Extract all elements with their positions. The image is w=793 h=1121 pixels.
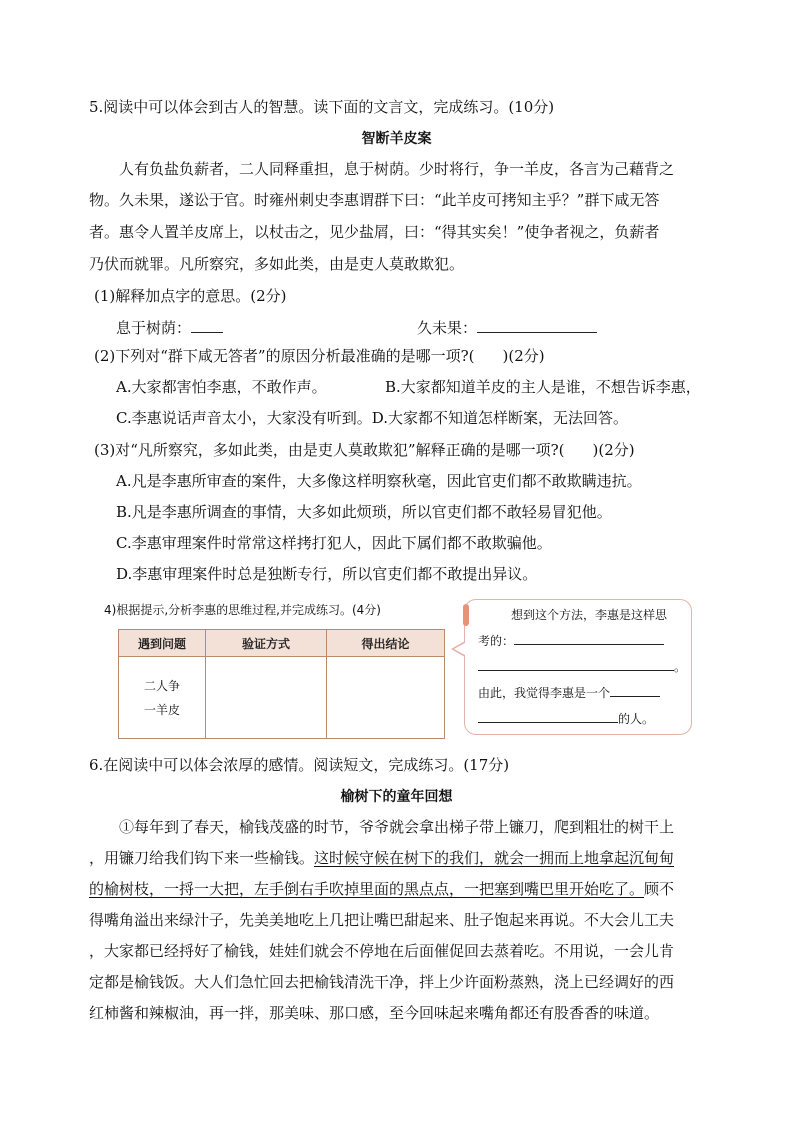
q5-sub2-opt-a: A.大家都害怕李惠，不敢作声。 [116, 378, 327, 396]
answer-blank[interactable] [610, 684, 660, 697]
q5-para-line-2: 物。久未果，遂讼于官。时雍州刺史李惠谓群下曰：“此羊皮可拷知主乎？”群下咸无答 [89, 191, 660, 209]
table-cell-problem-line-2: 一羊皮 [143, 702, 180, 717]
q5-sub1-stem: (1)解释加点字的意思。(2分) [94, 287, 287, 305]
q6-line-1: ①每年到了春天，榆钱茂盛的时节，爷爷就会拿出梯子带上镰刀，爬到粗壮的树干上 [119, 818, 675, 836]
q6-line-2a: ，用镰刀给我们钩下来一些榆钱。 [89, 849, 315, 867]
q6-line-5: ，大家都已经捋好了榆钱，娃娃们就会不停地在后面催促回去蒸着吃。不用说，一会儿肯 [89, 942, 675, 960]
bubble-line-4-label: 由此，我觉得李惠是一个 [478, 686, 611, 700]
q6-line-3 [89, 879, 674, 899]
table-header-problem: 遇到问题 [119, 630, 206, 657]
thinking-table [118, 629, 445, 739]
bubble-line-3-end: 。 [674, 660, 687, 674]
table-cell-problem-line-1: 二人争 [143, 678, 180, 693]
q5-sub2-opt-b: B.大家都知道羊皮的主人是谁，不想告诉李惠， [385, 378, 701, 396]
q6-line-7: 红柿酱和辣椒油，再一拌，那美味、那口感，至今回味起来嘴角都还有股香香的味道。 [89, 1004, 660, 1022]
q5-sub3-opt-a: A.凡是李惠所审查的案件，大多像这样明察秋毫，因此官吏们都不敢欺瞒违抗。 [116, 472, 642, 490]
answer-blank[interactable] [478, 658, 674, 671]
q5-sub2-stem [94, 346, 545, 366]
q5-sub1-item-b-label: 久未果： [417, 319, 478, 337]
table-header-method: 验证方式 [206, 630, 327, 657]
q5-para-line-3: 者。惠令人置羊皮席上，以杖击之，见少盐屑，曰：“得其实矣！”使争者视之，负薪者 [89, 223, 660, 241]
q5-title: 智断羊皮案 [361, 131, 432, 147]
q6-line-4: 得嘴角溢出来绿汁子，先美美地吃上几把让嘴巴甜起来、肚子饱起来再说。不大会儿工夫 [89, 911, 675, 929]
table-cell-problem [119, 657, 206, 739]
bubble-line-3 [478, 658, 686, 675]
answer-blank[interactable] [477, 317, 597, 333]
bubble-line-1: 想到这个方法，李惠是这样思 [511, 608, 668, 622]
q5-sub2-stem-a: (2)下列对“群下咸无答者”的原因分析最准确的是哪一项?( [94, 347, 475, 365]
table-cell-conclusion-answer[interactable] [327, 657, 445, 739]
q5-sub1-item-a [116, 317, 223, 338]
speech-bubble-accent [463, 604, 469, 626]
table-header-conclusion: 得出结论 [327, 630, 445, 657]
q5-para-line-1: 人有负盐负薪者，二人同释重担，息于树荫。少时将行，争一羊皮，各言为己藉背之 [119, 160, 675, 178]
q5-sub1-item-b [417, 317, 597, 338]
answer-blank[interactable] [191, 317, 223, 333]
q6-line-6: 定都是榆钱饭。大人们急忙回去把榆钱清洗干净，拌上少许面粉蒸熟，浇上已经调好的西 [89, 973, 675, 991]
q5-sub3-opt-b: B.凡是李惠所调查的事情，大多如此烦琐，所以官吏们都不敢轻易冒犯他。 [116, 503, 612, 521]
q6-line-3b: 顾不 [644, 880, 675, 898]
q6-title: 榆树下的童年回想 [340, 789, 453, 805]
q6-heading: 6.在阅读中可以体会浓厚的感情。阅读短文，完成练习。(17分) [89, 756, 510, 774]
bubble-line-5-end: 的人。 [618, 712, 655, 726]
bubble-line-5 [478, 710, 654, 727]
q5-sub4-stem: 4)根据提示,分析李惠的思维过程,并完成练习。(4分) [104, 603, 381, 617]
q5-sub3-stem-b: )(2分) [592, 441, 635, 459]
q5-sub1-item-a-label: 息于树荫： [116, 319, 192, 337]
q5-heading: 5.阅读中可以体会到古人的智慧。读下面的文言文，完成练习。(10分) [89, 98, 555, 116]
answer-blank[interactable] [514, 632, 664, 645]
q5-sub2-opt-c: C.李惠说话声音太小，大家没有听到。D.大家都不知道怎样断案，无法回答。 [116, 409, 628, 427]
q5-sub3-stem-a: (3)对“凡所察究，多如此类，由是吏人莫敢欺犯”解释正确的是哪一项?( [94, 441, 565, 459]
answer-blank[interactable] [478, 710, 618, 723]
bubble-line-2-label: 考的： [478, 634, 515, 648]
q5-sub2-stem-b: )(2分) [502, 347, 545, 365]
bubble-line-4 [478, 684, 660, 701]
q6-underlined-sentence-part-2: 的榆树枝，一捋一大把，左手倒右手吹掉里面的黑点点，一把塞到嘴巴里开始吃了。 [89, 880, 645, 898]
q6-underlined-sentence-part-1: 这时候守候在树下的我们，就会一拥而上地拿起沉甸甸 [314, 849, 675, 867]
q5-sub3-opt-c: C.李惠审理案件时常常这样拷打犯人，因此下属们都不敢欺骗他。 [116, 534, 552, 552]
q5-sub3-stem [94, 440, 635, 460]
table-cell-method-answer[interactable] [206, 657, 327, 739]
speech-bubble-tail-inner [454, 643, 465, 655]
q5-sub3-opt-d: D.李惠审理案件时总是独断专行，所以官吏们都不敢提出异议。 [116, 565, 538, 583]
q5-para-line-4: 乃伏而就罪。凡所察究，多如此类，由是吏人莫敢欺犯。 [89, 255, 465, 273]
bubble-line-2 [478, 632, 664, 649]
q6-line-2 [89, 848, 674, 868]
